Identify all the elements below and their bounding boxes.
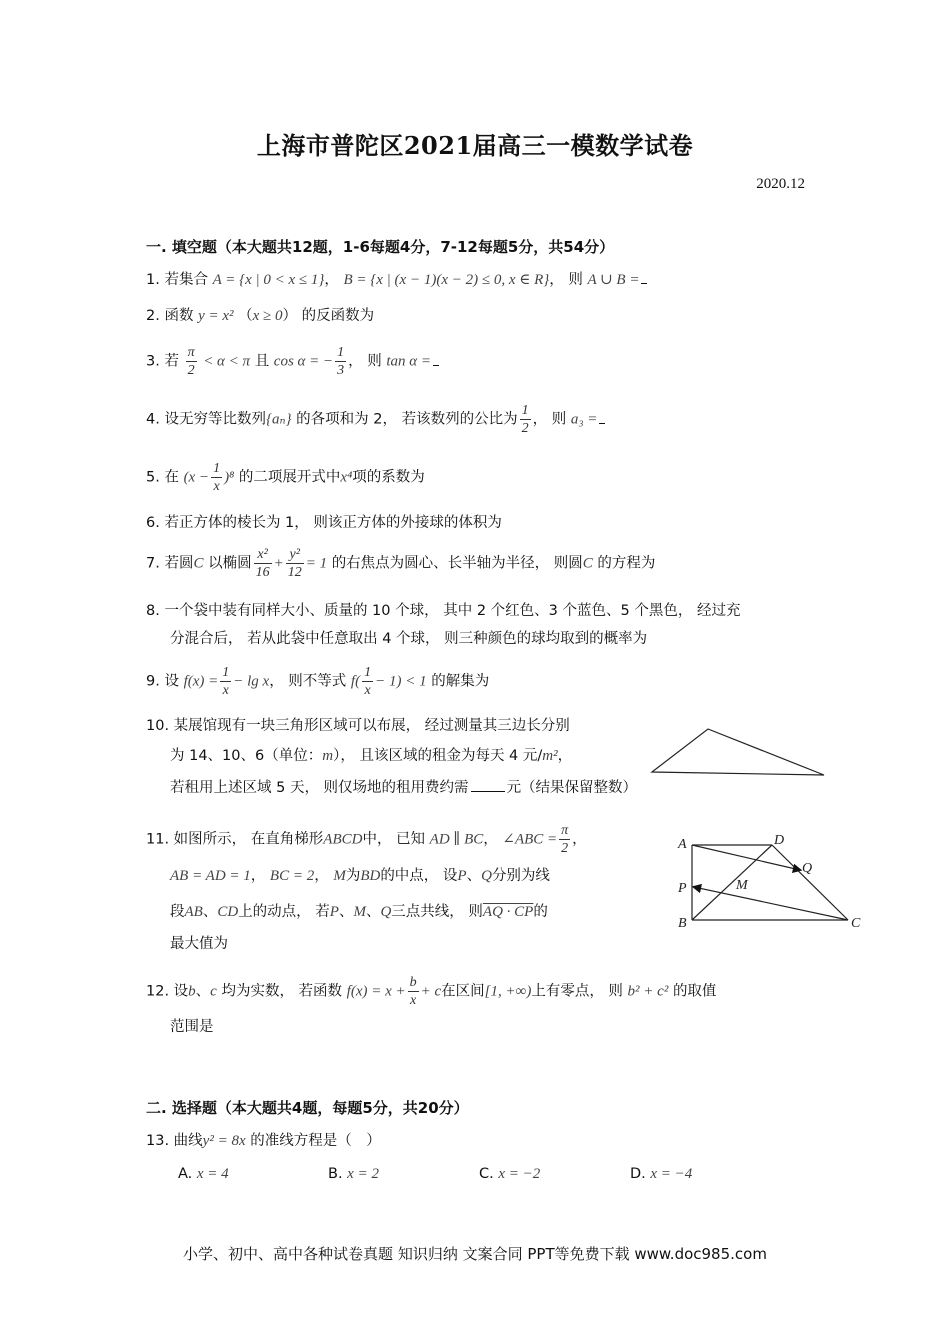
- q7-circle-c: C: [193, 555, 204, 572]
- page-title: 上海市普陀区2021届高三一模数学试卷: [256, 131, 694, 160]
- q9-f2: f(: [350, 673, 361, 690]
- q1-set-b: B = {x | (x − 1)(x − 2) ≤ 0, x ∈ R}: [343, 272, 550, 288]
- q11-text-b: 中， 已知: [362, 831, 426, 848]
- q2-text-b: （: [238, 308, 253, 324]
- q7-frac1-den: 16: [255, 565, 270, 580]
- q11-line2i: P: [457, 868, 467, 884]
- q11-vector-product: AQ · CP: [482, 904, 534, 920]
- q11-angle: ∠ABC =: [502, 831, 558, 848]
- q11-line2j: 、: [466, 868, 482, 884]
- q12-frac-b-over-x: [408, 974, 419, 1009]
- label-p: P: [678, 881, 687, 896]
- q13-option-c-value: x = −2: [498, 1166, 541, 1182]
- question-1: [146, 270, 647, 290]
- q4-text-c: ， 则: [532, 411, 567, 428]
- q3-frac2-den: 3: [337, 363, 345, 378]
- question-10-line2: [170, 746, 572, 766]
- q12-frac-den: x: [410, 993, 417, 1008]
- q11-abcd: ABCD: [323, 831, 363, 848]
- question-12: [146, 974, 716, 1009]
- q8-number: 8.: [146, 603, 160, 619]
- q11-frac-num: π: [561, 823, 569, 838]
- segment-bd: [692, 845, 772, 920]
- q6-number: 6.: [146, 515, 160, 531]
- q12-frac-num: b: [409, 975, 417, 990]
- q11-line3k: 三点共线， 则: [391, 904, 483, 920]
- q10-line2b: ）， 且该区域的租金为每天 4 元/: [333, 748, 543, 764]
- q13-text-b: 的准线方程是（ ）: [250, 1133, 381, 1149]
- q13-option-b[interactable]: [328, 1166, 379, 1183]
- q3-frac-1-over-3: [335, 344, 346, 379]
- q11-frac-pi-over-2: [559, 822, 570, 857]
- question-11-line2: [170, 866, 550, 886]
- q4-seq: {aₙ}: [265, 411, 292, 428]
- q12-text-a: 设: [173, 983, 189, 1000]
- q13-option-d-label: D.: [630, 1166, 646, 1182]
- section1-heading: 一. 填空题（本大题共12题，1-6每题4分，7-12每题5分，共54分）: [146, 238, 615, 256]
- q9-frac2-den: x: [364, 683, 371, 698]
- q11-line3d: CD: [217, 904, 239, 920]
- q13-option-c[interactable]: [479, 1166, 540, 1183]
- q7-frac-y2-12: [286, 546, 304, 581]
- trapezoid-figure: [670, 830, 866, 934]
- question-5: [146, 460, 425, 495]
- q12-text-d: 上有零点， 则: [531, 983, 623, 1000]
- q1-text-c: ， 则: [549, 272, 583, 288]
- q10-unit: m: [322, 748, 334, 764]
- q5-frac-1-over-x: [211, 460, 222, 495]
- q3-text-a: 若: [164, 353, 179, 370]
- q10-line3b: 元（结果保留整数）: [506, 780, 638, 796]
- q9-fx: f(x) =: [183, 673, 219, 690]
- q4-expr: a₃ =: [570, 411, 598, 428]
- q11-line3j: Q: [380, 904, 392, 920]
- q9-frac2-num: 1: [364, 665, 372, 680]
- q13-option-a-label: A.: [178, 1166, 193, 1182]
- question-9: [146, 664, 489, 699]
- q4-answer-blank: [599, 423, 605, 424]
- q4-number: 4.: [146, 411, 160, 428]
- q10-line3a: 若租用上述区域 5 天， 则仅场地的租用费约需: [170, 780, 469, 796]
- q13-option-a-value: x = 4: [196, 1166, 229, 1182]
- q3-text-b: 且: [254, 353, 270, 370]
- q3-number: 3.: [146, 353, 160, 370]
- q5-text-c: 项的系数为: [352, 469, 425, 486]
- question-11: [146, 822, 587, 857]
- q13-expr: y² = 8x: [202, 1133, 246, 1149]
- q5-number: 5.: [146, 469, 160, 486]
- q5-expr-left: (x −: [183, 469, 210, 486]
- q5-text-b: 的二项展开式中: [238, 469, 341, 486]
- q7-text-d: 的方程为: [597, 555, 656, 572]
- question-10-line3: [170, 778, 637, 798]
- q13-option-b-label: B.: [328, 1166, 343, 1182]
- q12-number: 12.: [146, 983, 170, 1000]
- q5-term: x⁴: [340, 469, 353, 486]
- q11-line2c: BC = 2: [269, 868, 315, 884]
- label-b: B: [678, 916, 687, 931]
- q12-fx: f(x) = x +: [346, 983, 406, 1000]
- q9-frac-1-over-x: [220, 664, 231, 699]
- q12-b: b: [188, 983, 196, 1000]
- q2-expr: y = x²: [198, 308, 234, 324]
- label-a: A: [678, 837, 687, 852]
- q7-text-a: 若圆: [164, 555, 194, 572]
- q9-frac1-den: x: [222, 683, 229, 698]
- q7-eq: = 1: [305, 555, 328, 572]
- q2-cond: x ≥ 0: [252, 308, 283, 324]
- q9-f2-right: − 1) < 1: [375, 673, 427, 690]
- q2-number: 2.: [146, 308, 160, 324]
- q9-text-a: 设: [164, 673, 179, 690]
- q2-text-a: 函数: [164, 308, 194, 324]
- triangle-figure: [650, 726, 830, 780]
- q5-expr-right: )⁸: [224, 469, 235, 486]
- q7-frac-x2-16: [254, 546, 272, 581]
- q11-line3m: 的: [533, 904, 548, 920]
- q11-line3a: 段: [170, 904, 185, 920]
- q9-text-c: 的解集为: [431, 673, 490, 690]
- q13-option-d[interactable]: [630, 1166, 692, 1183]
- q6-text: 若正方体的棱长为 1， 则该正方体的外接球的体积为: [164, 515, 502, 531]
- question-3: [146, 344, 439, 379]
- question-6: [146, 513, 502, 533]
- q5-frac-num: 1: [213, 461, 221, 476]
- question-7: [146, 546, 655, 581]
- q7-frac2-den: 12: [287, 565, 302, 580]
- q10-number: 10.: [146, 718, 170, 734]
- q11-line3i: 、: [365, 904, 381, 920]
- q4-frac-num: 1: [521, 403, 529, 418]
- q7-number: 7.: [146, 555, 160, 572]
- q11-par: AD ∥ BC: [429, 831, 484, 848]
- q7-plus: +: [273, 555, 284, 572]
- q5-text-a: 在: [164, 469, 179, 486]
- question-10: [146, 716, 570, 736]
- q11-line2b: ，: [250, 868, 266, 884]
- q12-text-b: 均为实数， 若函数: [221, 983, 343, 1000]
- q11-line2d: ，: [314, 868, 329, 884]
- q12-text-e: 的取值: [672, 983, 717, 1000]
- footer-banner: 小学、初中、高中各种试卷真题 知识归纳 文案合同 PPT等免费下载 www.doc985.com: [183, 1245, 767, 1263]
- q12-text-c: 在区间: [441, 983, 485, 1000]
- q1-answer-blank: [641, 283, 647, 284]
- q7-text-c: 的右焦点为圆心、长半轴为半径， 则圆: [331, 555, 583, 572]
- q3-frac-pi-over-2: [186, 344, 197, 379]
- q11-line2e: M: [333, 868, 346, 884]
- q1-text-a: 若集合: [164, 272, 208, 288]
- question-12-line2: 范围是: [170, 1019, 214, 1035]
- q4-frac-1-over-2: [520, 402, 531, 437]
- q12-sep: 、: [195, 983, 211, 1000]
- question-13: [146, 1131, 381, 1151]
- q7-frac2-num: y²: [286, 546, 304, 564]
- triangle-shape: [652, 729, 824, 775]
- q3-ineq: < α < π: [203, 353, 251, 370]
- question-11-line3: [170, 902, 548, 922]
- q12-c: c: [210, 983, 217, 1000]
- q7-text-b: 以椭圆: [208, 555, 252, 572]
- q11-text-d: ，: [572, 831, 587, 848]
- q1-set-a: A = {x | 0 < x ≤ 1}: [212, 272, 325, 288]
- q3-cos: cos α = −: [273, 353, 334, 370]
- q10-unit2: m²: [542, 748, 558, 764]
- q1-expr: A ∪ B =: [587, 272, 640, 288]
- q10-line2c: ，: [557, 748, 573, 764]
- q8-line1: 一个袋中装有同样大小、质量的 10 个球， 其中 2 个红色、3 个蓝色、5 个黑色， 经过充: [164, 603, 741, 619]
- question-8: [146, 601, 740, 621]
- q5-frac-den: x: [213, 479, 220, 494]
- q4-text-a: 设无穷等比数列: [164, 411, 266, 428]
- q11-line2h: 的中点， 设: [380, 868, 458, 884]
- q10-line2a: 为 14、10、6（单位：: [170, 748, 323, 764]
- q13-option-d-value: x = −4: [650, 1166, 693, 1182]
- q3-frac-num: π: [187, 345, 195, 360]
- question-8-line2: 分混合后， 若从此袋中任意取出 4 个球， 则三种颜色的球均取到的概率为: [170, 631, 648, 647]
- q11-line3b: AB: [184, 904, 203, 920]
- q1-number: 1.: [146, 272, 160, 288]
- label-c: C: [851, 916, 861, 931]
- q3-tan: tan α =: [386, 353, 432, 370]
- segment-dc: [772, 845, 848, 920]
- q11-line3f: P: [329, 904, 339, 920]
- q4-frac-den: 2: [521, 421, 529, 436]
- q3-text-c: ， 则: [348, 353, 382, 370]
- q11-line3g: 、: [338, 904, 354, 920]
- q9-frac1-num: 1: [222, 665, 230, 680]
- q4-text-b: 的各项和为 2， 若该数列的公比为: [296, 411, 518, 428]
- q13-option-c-label: C.: [479, 1166, 494, 1182]
- q12-expr: b² + c²: [627, 983, 669, 1000]
- exam-date: 2020.12: [756, 176, 805, 192]
- q11-line3e: 上的动点， 若: [238, 904, 330, 920]
- q11-line3h: M: [353, 904, 366, 920]
- q11-text-a: 如图所示， 在直角梯形: [173, 831, 324, 848]
- q12-interval: [1, +∞): [484, 983, 532, 1000]
- q12-pc: + c: [420, 983, 442, 1000]
- section2-heading: 二. 选择题（本大题共4题，每题5分，共20分）: [146, 1099, 469, 1117]
- q11-line2f: 为: [345, 868, 361, 884]
- q3-answer-blank: [433, 365, 439, 366]
- q9-text-b: ， 则不等式: [269, 673, 347, 690]
- question-4: [146, 402, 605, 437]
- q9-frac2-1-over-x: [362, 664, 373, 699]
- q10-answer-blank: [471, 791, 505, 792]
- q3-frac-den: 2: [187, 363, 195, 378]
- q3-frac2-num: 1: [337, 345, 345, 360]
- q13-number: 13.: [146, 1133, 170, 1149]
- q2-text-c: ） 的反函数为: [282, 308, 375, 324]
- segment-ac-line: [692, 845, 800, 870]
- question-11-line4: 最大值为: [170, 936, 228, 952]
- q11-line2a: AB = AD = 1: [170, 868, 251, 884]
- q11-line3c: 、: [202, 904, 218, 920]
- q11-frac-den: 2: [561, 841, 569, 856]
- question-2: [146, 306, 374, 326]
- q9-lg: − lg x: [233, 673, 270, 690]
- q7-circle-c2: C: [582, 555, 593, 572]
- segment-cp-line: [694, 887, 848, 920]
- q11-line2k: Q: [481, 868, 492, 884]
- q13-text-a: 曲线: [173, 1133, 203, 1149]
- q9-number: 9.: [146, 673, 160, 690]
- q11-text-c: ，: [483, 831, 498, 848]
- q11-number: 11.: [146, 831, 170, 848]
- q13-option-b-value: x = 2: [347, 1166, 379, 1182]
- label-m: M: [736, 878, 748, 893]
- label-d: D: [774, 833, 785, 848]
- q13-option-a[interactable]: [178, 1166, 229, 1183]
- q11-line2l: 分别为线: [491, 868, 550, 884]
- q1-text-b: ，: [324, 272, 339, 288]
- q10-line1: 某展馆现有一块三角形区域可以布展， 经过测量其三边长分别: [173, 718, 570, 734]
- q7-frac1-num: x²: [254, 546, 272, 564]
- q11-line2g: BD: [360, 868, 381, 884]
- label-q: Q: [802, 861, 813, 876]
